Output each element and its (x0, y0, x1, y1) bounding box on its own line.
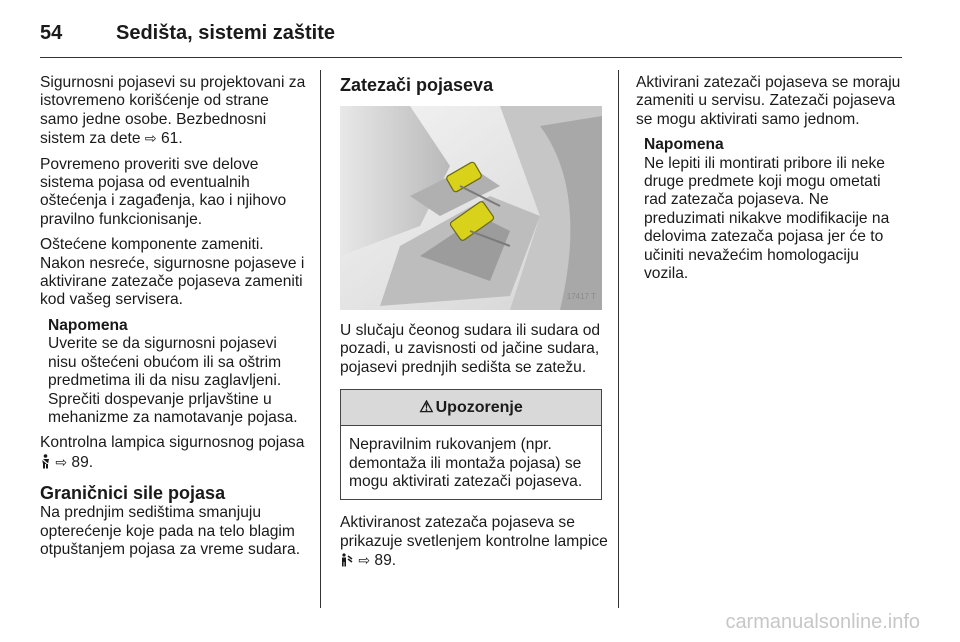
column-divider (320, 70, 321, 608)
page-reference-arrow-icon: ⇨ (144, 130, 157, 147)
airbag-pretensioner-icon (340, 552, 358, 569)
section-heading: Graničnici sile pojasa (40, 483, 226, 504)
warning-text: Nepravilnim rukovanjem (npr. demontaža ili montaža pojasa) se mogu aktivirati zatezači pojaseva. (349, 436, 583, 491)
page-number: 54 (40, 22, 63, 44)
seatbelt-warning-icon (40, 454, 55, 471)
note-text: Uverite se da sigurnosni pojasevi nisu oštećeni obućom ili sa oštrim predmetima ili da nisu zaglavljeni. Sprečiti dospevanje prljavštine u mehanizme za namotavanje pojasa. (48, 335, 298, 426)
page-reference[interactable]: 89. (71, 453, 94, 471)
paragraph (40, 74, 308, 149)
section-heading: Zatezači pojaseva (340, 75, 494, 95)
warning-box (340, 389, 602, 500)
paragraph: Na prednjim sedištima smanjuju opterećenje koje pada na telo blagim otpuštanjem pojasa za vreme sudara. (40, 504, 301, 558)
column-middle (340, 74, 608, 578)
note-title: Napomena (48, 316, 128, 334)
warning-triangle-icon: ⚠ (419, 398, 434, 416)
note-title: Napomena (644, 136, 724, 154)
chapter-title: Sedišta, sistemi zaštite (116, 22, 335, 44)
warning-header (341, 390, 601, 426)
page-header (40, 18, 902, 58)
page-reference[interactable]: 89. (374, 552, 397, 570)
paragraph: Oštećene komponente zameniti. Nakon nesreće, sigurnosne pojaseve i aktivirane zatezače pojaseva zameniti kod vašeg servisera. (40, 236, 305, 309)
page-reference[interactable]: 61. (160, 130, 183, 148)
note-box (636, 136, 904, 283)
seatbelt-buckle-photo (340, 106, 602, 310)
paragraph (40, 434, 308, 472)
paragraph: Povremeno proveriti sve delove sistema pojasa od eventualnih oštećenja i zagađenja, kao i njihovo pravilno funkcionisanje. (40, 155, 287, 228)
watermark: carmanualsonline.info (725, 611, 920, 633)
paragraph: Aktivirani zatezači pojaseva se moraju zameniti u servisu. Zatezači pojaseva se mogu aktivirati samo jednom. (636, 74, 901, 128)
column-right (636, 74, 904, 290)
column-left (40, 74, 308, 566)
warning-title: Upozorenje (435, 398, 523, 416)
note-box (40, 317, 308, 427)
paragraph-text: Sigurnosni pojasevi su projektovani za istovremeno korišćenje od strane samo jedne osobe. Bezbednosni sistem za dete (40, 74, 306, 148)
page-reference-arrow-icon: ⇨ (358, 552, 371, 569)
page-reference-arrow-icon: ⇨ (55, 453, 68, 470)
column-divider (618, 70, 619, 608)
paragraph: U slučaju čeonog sudara ili sudara od pozadi, u zavisnosti od jačine sudara, pojasevi prednjih sedišta se zatežu. (340, 322, 601, 376)
paragraph-text: Kontrolna lampica sigurnosnog pojasa (40, 434, 305, 452)
paragraph (340, 514, 608, 570)
paragraph-text: Aktiviranost zatezača pojaseva se prikazuje svetlenjem kontrolne lampice (340, 514, 608, 550)
image-code: 17417 T (566, 291, 596, 301)
note-text: Ne lepiti ili montirati pribore ili neke druge predmete koji mogu ometati rad zatezača pojaseva. Ne preduzimati nikakve modifikacije na delovima zatezača pojasa jer će to učiniti nevažećim homologaciju vozila. (644, 154, 890, 283)
